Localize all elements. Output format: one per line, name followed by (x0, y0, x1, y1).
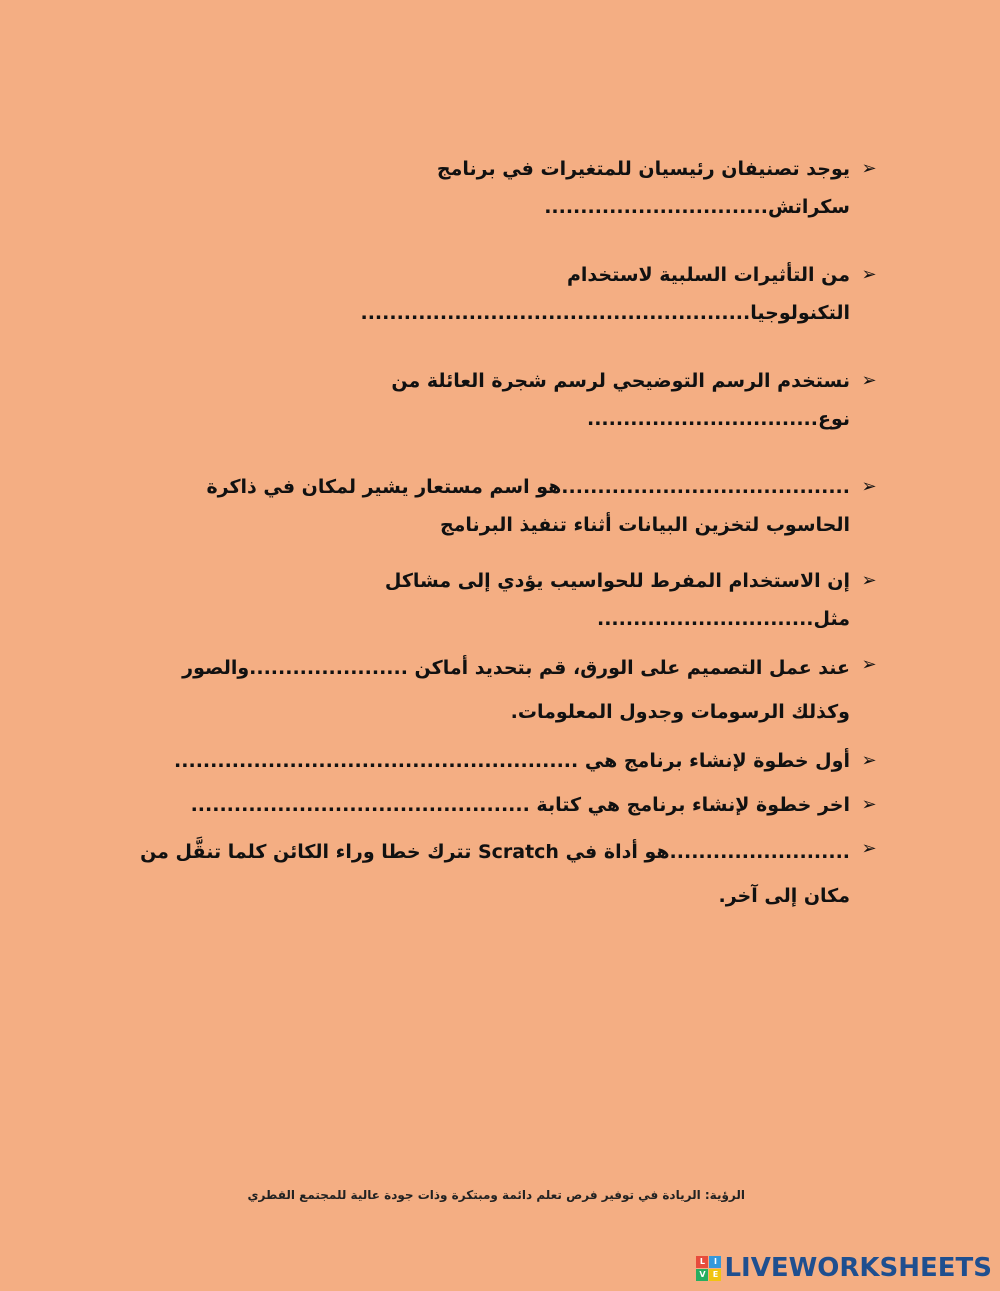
liveworksheets-logo[interactable] (696, 1253, 992, 1283)
question-1-text: يوجد تصنيفان رئيسيان للمتغيرات في برنامج سكراتش............................... (436, 158, 850, 218)
badge-letter-i: I (709, 1256, 721, 1268)
badge-letter-l: L (696, 1256, 708, 1268)
question-3 (140, 362, 880, 438)
badge-letter-v: V (696, 1269, 708, 1281)
question-6 (140, 646, 880, 734)
question-5-text: إن الاستخدام المفرط للحواسيب يؤدي إلى مشاكل مثل.............................. (384, 570, 850, 630)
question-9-text: .........................هو أداة في Scratch تترك خطا وراء الكائن كلما تنقَّل من مكان إلى آخر. (140, 841, 850, 907)
arrow-bullet-icon: ➢ (861, 158, 877, 179)
badge-letter-e: E (709, 1269, 721, 1281)
question-4 (140, 468, 880, 544)
arrow-bullet-icon: ➢ (861, 370, 877, 391)
question-7 (140, 742, 880, 780)
arrow-bullet-icon: ➢ (861, 476, 877, 497)
question-4-text: ........................................هو اسم مستعار يشير لمكان في ذاكرة الحاسوب لتخزين البيانات أثناء تنفيذ البرنامج (206, 476, 850, 536)
question-6-text: عند عمل التصميم على الورق، قم بتحديد أماكن ......................والصور وكذلك الرسومات وجدول المعلومات. (182, 657, 850, 723)
brand-name: LIVEWORKSHEETS (724, 1253, 992, 1283)
arrow-bullet-icon: ➢ (861, 654, 877, 675)
question-9 (140, 830, 880, 918)
question-list (140, 150, 880, 918)
question-2 (140, 256, 880, 332)
question-3-text: نستخدم الرسم التوضيحي لرسم شجرة العائلة من نوع................................ (391, 370, 850, 430)
question-8 (140, 786, 880, 824)
question-5 (140, 562, 880, 638)
arrow-bullet-icon: ➢ (861, 570, 877, 591)
arrow-bullet-icon: ➢ (861, 794, 877, 815)
arrow-bullet-icon: ➢ (861, 264, 877, 285)
question-1 (140, 150, 880, 226)
vision-statement: الرؤية: الريادة في توفير فرص تعلم دائمة ومبتكرة وذات جودة عالية للمجتمع القطري (247, 1188, 745, 1202)
question-2-text: من التأثيرات السلبية لاستخدام التكنولوجيا...................................................... (360, 264, 850, 324)
arrow-bullet-icon: ➢ (861, 750, 877, 771)
arrow-bullet-icon: ➢ (861, 838, 877, 859)
question-7-text: أول خطوة لإنشاء برنامج هي ........................................................ (174, 750, 850, 772)
question-8-text: اخر خطوة لإنشاء برنامج هي كتابة ............................................... (190, 794, 850, 816)
live-badge-icon (696, 1256, 721, 1281)
